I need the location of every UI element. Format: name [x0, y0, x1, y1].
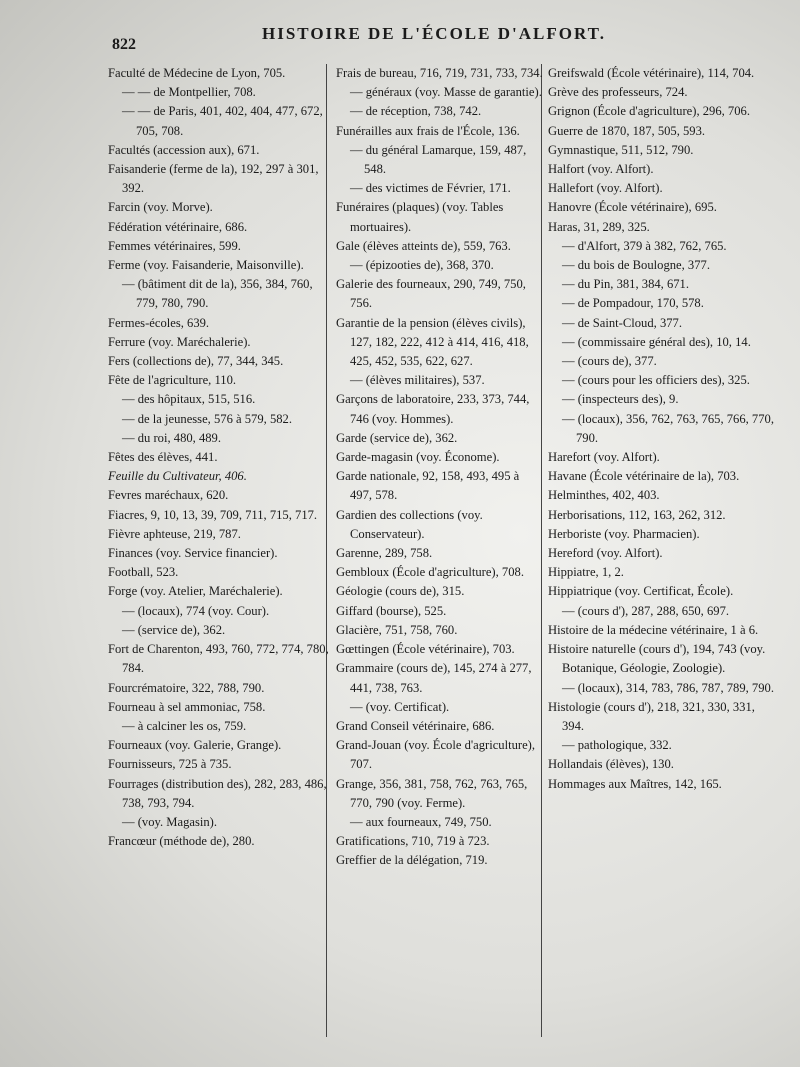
index-entry: Hommages aux Maîtres, 142, 165.: [548, 776, 722, 791]
index-entry: Ferrure (voy. Maréchalerie).: [108, 334, 251, 349]
index-subentry: — (voy. Magasin).: [122, 814, 218, 829]
index-subentry: — du roi, 480, 489.: [122, 430, 221, 445]
index-entry: Gœttingen (École vétérinaire), 703.: [336, 642, 515, 657]
index-subentry: — de Saint-Cloud, 377.: [562, 315, 682, 330]
index-entry: Fourneau à sel ammoniac, 758.: [108, 699, 266, 714]
index-column-1: [108, 64, 336, 1055]
index-entry: Grignon (École d'agriculture), 296, 706.: [548, 104, 750, 119]
index-subentry: — de Pompadour, 170, 578.: [562, 296, 704, 311]
index-entry: Galerie des fourneaux, 290, 749, 750, 756.: [336, 277, 526, 311]
index-entry: Gratifications, 710, 719 à 723.: [336, 834, 490, 849]
index-entry: Fête de l'agriculture, 110.: [108, 373, 237, 388]
index-subentry: — (épizooties de), 368, 370.: [350, 258, 494, 273]
index-entry: Frais de bureau, 716, 719, 731, 733, 734.: [336, 66, 543, 80]
index-subentry: — (commissaire général des), 10, 14.: [562, 334, 751, 349]
index-entry: Fêtes des élèves, 441.: [108, 450, 218, 465]
index-subentry: — (voy. Certificat).: [350, 699, 450, 714]
index-subentry: — généraux (voy. Masse de garantie).: [350, 85, 542, 100]
index-entry: Farcin (voy. Morve).: [108, 200, 213, 215]
index-entry: Garçons de laboratoire, 233, 373, 744, 746 (voy. Hommes).: [336, 392, 530, 426]
index-column-2: [336, 64, 544, 1055]
index-entry: Grand-Jouan (voy. École d'agriculture), 707.: [336, 738, 536, 772]
index-entry: Francœur (méthode de), 280.: [108, 834, 255, 849]
index-entry: Greffier de la délégation, 719.: [336, 853, 488, 868]
index-entry: Forge (voy. Atelier, Maréchalerie).: [108, 584, 283, 599]
index-entry: Herboriste (voy. Pharmacien).: [548, 526, 700, 541]
index-subentry: — (locaux), 356, 762, 763, 765, 766, 770, 790.: [562, 411, 774, 445]
index-entry: Histoire de la médecine vétérinaire, 1 à 6.: [548, 622, 759, 637]
index-entry: Garenne, 289, 758.: [336, 546, 433, 561]
index-entry: Football, 523.: [108, 565, 179, 580]
index-entry: Funérailles aux frais de l'École, 136.: [336, 123, 520, 138]
running-title: HISTOIRE DE L'ÉCOLE D'ALFORT.: [262, 24, 606, 43]
index-subentry: — (locaux), 314, 783, 786, 787, 789, 790.: [562, 680, 774, 695]
index-entry: Havane (École vétérinaire de la), 703.: [548, 469, 740, 484]
index-subentry: — du Pin, 381, 384, 671.: [562, 277, 689, 292]
index-entry: Fièvre aphteuse, 219, 787.: [108, 526, 241, 541]
index-subentry: — (service de), 362.: [122, 622, 226, 637]
index-entry: Feuille du Cultivateur, 406.: [108, 469, 247, 484]
index-subentry: — de la jeunesse, 576 à 579, 582.: [122, 411, 292, 426]
index-subentry: — (cours pour les officiers des), 325.: [562, 373, 750, 388]
index-entry: Fourrages (distribution des), 282, 283, 486, 738, 793, 794.: [108, 776, 327, 810]
index-entry: Fourneaux (voy. Galerie, Grange).: [108, 738, 282, 753]
index-entry: Histoire naturelle (cours d'), 194, 743 (voy. Botanique, Géologie, Zoologie).: [548, 642, 766, 676]
index-entry: Géologie (cours de), 315.: [336, 584, 465, 599]
index-entry: Hereford (voy. Alfort).: [548, 546, 663, 561]
index-subentry: — de réception, 738, 742.: [350, 104, 482, 119]
index-subentry: — (cours de), 377.: [562, 354, 657, 369]
index-entry: Femmes vétérinaires, 599.: [108, 238, 241, 253]
index-entry: Hanovre (École vétérinaire), 695.: [548, 200, 717, 215]
index-subentry: — (bâtiment dit de la), 356, 384, 760, 779, 780, 790.: [122, 277, 313, 311]
index-entry: Herborisations, 112, 163, 262, 312.: [548, 507, 726, 522]
index-entry: Helminthes, 402, 403.: [548, 488, 660, 503]
index-subentry: — du général Lamarque, 159, 487, 548.: [350, 142, 527, 177]
index-entry: Ferme (voy. Faisanderie, Maisonville).: [108, 258, 304, 273]
index-entry: Giffard (bourse), 525.: [336, 603, 447, 618]
index-entry: Grève des professeurs, 724.: [548, 85, 688, 100]
index-entry: Fers (collections de), 77, 344, 345.: [108, 354, 284, 369]
index-entry: Fort de Charenton, 493, 760, 772, 774, 780, 784.: [108, 642, 329, 676]
index-column-3: [548, 64, 778, 1055]
page-header: [0, 10, 800, 53]
index-entry: Garde nationale, 92, 158, 493, 495 à 497, 578.: [336, 469, 520, 503]
index-subentry: — aux fourneaux, 749, 750.: [350, 814, 492, 829]
index-entry: Fourcrématoire, 322, 788, 790.: [108, 680, 265, 695]
index-entry: Hallefort (voy. Alfort).: [548, 181, 663, 196]
index-entry: Glacière, 751, 758, 760.: [336, 622, 458, 637]
index-subentry: — à calciner les os, 759.: [122, 718, 247, 733]
index-entry: Hollandais (élèves), 130.: [548, 757, 674, 772]
index-entry: Greifswald (École vétérinaire), 114, 704.: [548, 66, 755, 80]
index-entry: Faculté de Médecine de Lyon, 705.: [108, 66, 286, 80]
index-entry: Garde-magasin (voy. Économe).: [336, 450, 500, 465]
index-entry: Garantie de la pension (élèves civils), 127, 182, 222, 412 à 414, 416, 418, 425, 452, 535, 622, 627.: [336, 315, 529, 369]
index-entry: Fiacres, 9, 10, 13, 39, 709, 711, 715, 717.: [108, 507, 318, 522]
index-entry: Faisanderie (ferme de la), 192, 297 à 301, 392.: [108, 162, 319, 196]
index-entry: Haras, 31, 289, 325.: [548, 219, 650, 234]
index-subentry: — — de Paris, 401, 402, 404, 477, 672, 705, 708.: [122, 104, 323, 138]
index-entry: Fournisseurs, 725 à 735.: [108, 757, 232, 772]
index-subentry: — d'Alfort, 379 à 382, 762, 765.: [562, 238, 727, 253]
index-subentry: — (locaux), 774 (voy. Cour).: [122, 603, 270, 618]
index-entry: Facultés (accession aux), 671.: [108, 142, 260, 157]
index-subentry: — (cours d'), 287, 288, 650, 697.: [562, 603, 730, 618]
index-subentry: — des hôpitaux, 515, 516.: [122, 392, 256, 407]
index-entry: Gymnastique, 511, 512, 790.: [548, 142, 694, 157]
index-entry: Hippiatrique (voy. Certificat, École).: [548, 584, 734, 599]
page-number: 822: [112, 36, 136, 53]
index-entry: Halfort (voy. Alfort).: [548, 162, 654, 177]
index-entry: Hippiatre, 1, 2.: [548, 565, 624, 580]
index-entry: Gale (élèves atteints de), 559, 763.: [336, 238, 511, 253]
index-entry: Grammaire (cours de), 145, 274 à 277, 441, 738, 763.: [336, 661, 532, 695]
index-subentry: — (inspecteurs des), 9.: [562, 392, 679, 407]
index-entry: Gembloux (École d'agriculture), 708.: [336, 565, 524, 580]
index-subentry: — des victimes de Février, 171.: [350, 181, 511, 196]
index-entry: Fédération vétérinaire, 686.: [108, 219, 248, 234]
index-entry: Grand Conseil vétérinaire, 686.: [336, 718, 495, 733]
index-entry: Funéraires (plaques) (voy. Tables mortuaires).: [336, 200, 504, 234]
index-entry: Histologie (cours d'), 218, 321, 330, 331, 394.: [548, 699, 755, 733]
index-entry: Finances (voy. Service financier).: [108, 546, 278, 561]
index-entry: Gardien des collections (voy. Conservateur).: [336, 507, 483, 541]
index-entry: Fevres maréchaux, 620.: [108, 488, 229, 503]
index-entry: Harefort (voy. Alfort).: [548, 450, 660, 465]
index-entry: Fermes-écoles, 639.: [108, 315, 210, 330]
index-subentry: — du bois de Boulogne, 377.: [562, 258, 710, 273]
index-subentry: — pathologique, 332.: [562, 738, 672, 753]
index-entry: Garde (service de), 362.: [336, 430, 458, 445]
index-subentry: — (élèves militaires), 537.: [350, 373, 485, 388]
index-subentry: — — de Montpellier, 708.: [122, 85, 256, 100]
index-entry: Guerre de 1870, 187, 505, 593.: [548, 123, 706, 138]
index-entry: Grange, 356, 381, 758, 762, 763, 765, 770, 790 (voy. Ferme).: [336, 776, 528, 810]
